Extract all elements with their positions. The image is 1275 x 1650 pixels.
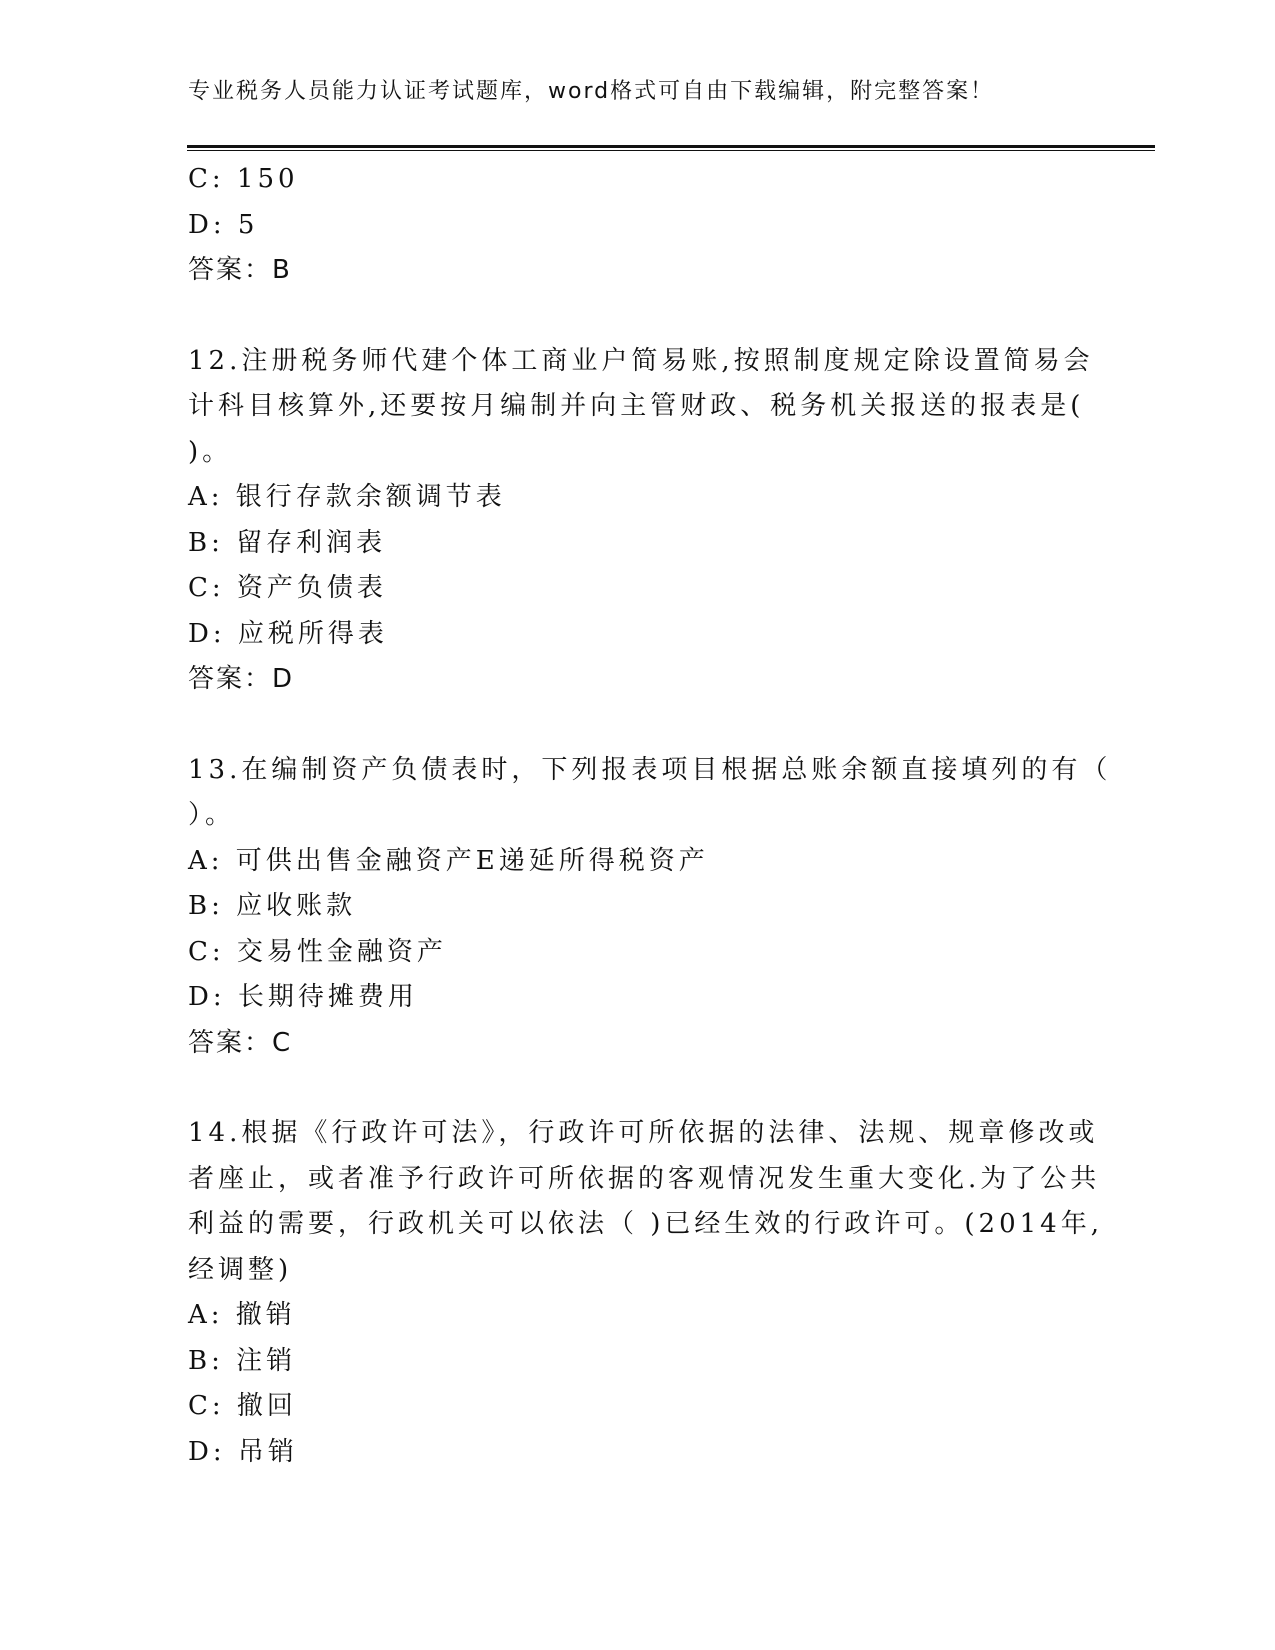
option-b: B: 应收账款 bbox=[188, 891, 357, 921]
header-rule-thin bbox=[187, 150, 1155, 151]
option-a: A: 银行存款余额调节表 bbox=[188, 482, 506, 512]
spacer bbox=[188, 294, 1088, 339]
option-d: D: 应税所得表 bbox=[188, 618, 388, 649]
question-14-line-2: 者座止，或者准予行政许可所依据的客观情况发生重大变化.为了公共 bbox=[188, 1163, 1101, 1194]
question-12-line-3: )。 bbox=[188, 436, 233, 467]
option-d: D: 5 bbox=[188, 209, 259, 240]
option-a: A: 可供出售金融资产E递延所得税资产 bbox=[188, 845, 709, 876]
answer-line: 答案：C bbox=[188, 1027, 293, 1058]
option-d: D: 吊销 bbox=[188, 1436, 298, 1467]
option-d: D: 长期待摊费用 bbox=[188, 982, 418, 1012]
question-13-line-2: ）。 bbox=[188, 800, 236, 830]
option-b: B: 注销 bbox=[188, 1345, 297, 1376]
answer-line: 答案：D bbox=[188, 664, 295, 694]
spacer bbox=[188, 1066, 1088, 1111]
question-14 bbox=[188, 1111, 1103, 1475]
question-14-line-1: 14.根据《行政许可法》，行政许可所依据的法律、法规、规章修改或 bbox=[188, 1118, 1099, 1148]
page-header: 专业税务人员能力认证考试题库，word格式可自由下载编辑，附完整答案！ bbox=[188, 79, 995, 104]
option-b: B: 留存利润表 bbox=[188, 527, 387, 558]
option-c: C: 交易性金融资产 bbox=[188, 936, 447, 967]
question-14-line-3: 利益的需要，行政机关可以依法（ )已经生效的行政许可。(2014年, bbox=[188, 1209, 1103, 1239]
question-14-line-4: 经调整) bbox=[188, 1254, 293, 1285]
question-13-line-1: 13.在编制资产负债表时，下列报表项目根据总账余额直接填列的有（ bbox=[188, 754, 1112, 785]
question-13 bbox=[188, 748, 1112, 1067]
question-content bbox=[188, 157, 1112, 1475]
option-c: C: 150 bbox=[188, 164, 299, 194]
option-c: C: 资产负债表 bbox=[188, 573, 387, 603]
question-12 bbox=[188, 339, 1094, 703]
option-a: A: 撤销 bbox=[188, 1300, 296, 1330]
header-rule-thick bbox=[187, 145, 1155, 148]
question-12-line-2: 计科目核算外,还要按月编制并向主管财政、税务机关报送的报表是( bbox=[188, 391, 1085, 421]
spacer bbox=[188, 703, 1088, 748]
option-c: C: 撤回 bbox=[188, 1391, 297, 1421]
answer-line: 答案：B bbox=[188, 255, 292, 285]
prev-question-block bbox=[188, 157, 1088, 294]
question-12-line-1: 12.注册税务师代建个体工商业户简易账,按照制度规定除设置简易会 bbox=[188, 345, 1094, 376]
